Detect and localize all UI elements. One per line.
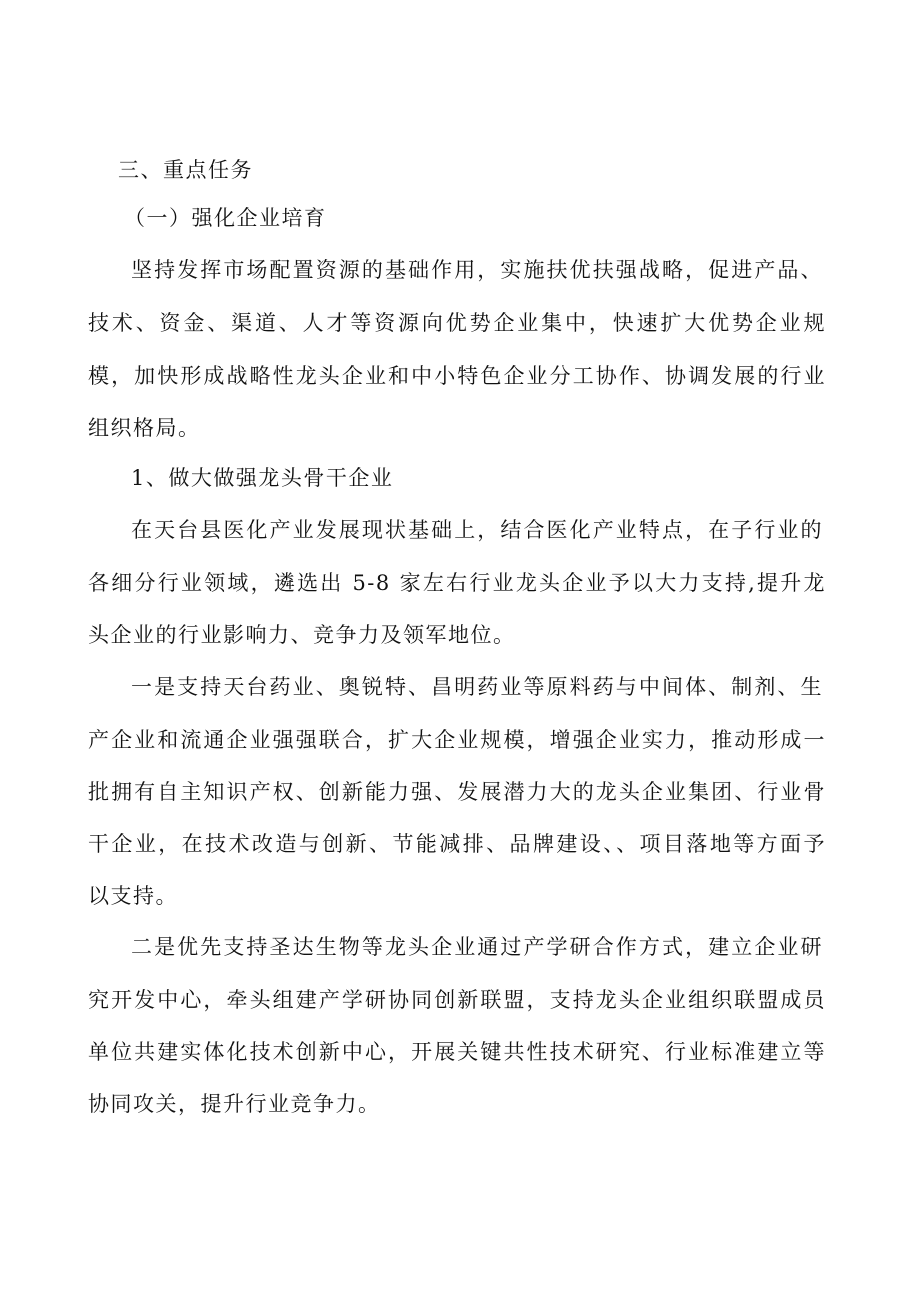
paragraph-line: 协同攻关，提升行业竞争力。 bbox=[88, 1092, 381, 1116]
section-heading: 三、重点任务 bbox=[118, 158, 253, 182]
paragraph-line: 二是优先支持圣达生物等龙头企业通过产学研合作方式，建立企业研 bbox=[131, 935, 823, 959]
paragraph-line: 技术、资金、渠道、人才等资源向优势企业集中，快速扩大优势企业规 bbox=[88, 311, 826, 335]
paragraph-line: 产企业和流通企业强强联合，扩大企业规模，增强企业实力，推动形成一 bbox=[88, 728, 826, 752]
item-heading: 1、做大做强龙头骨干企业 bbox=[131, 466, 394, 490]
paragraph-line: 各细分行业领域，遴选出 5-8 家左右行业龙头企业予以大力支持,提升龙 bbox=[88, 571, 826, 595]
paragraph-line: 单位共建实体化技术创新中心，开展关键共性技术研究、行业标准建立等 bbox=[88, 1040, 826, 1064]
paragraph-line: 干企业，在技术改造与创新、节能减排、品牌建设、、项目落地等方面予 bbox=[88, 832, 826, 856]
paragraph-line: 模，加快形成战略性龙头企业和中小特色企业分工协作、协调发展的行业 bbox=[88, 364, 826, 388]
paragraph-line: 坚持发挥市场配置资源的基础作用，实施扶优扶强战略，促进产品、 bbox=[131, 258, 823, 282]
paragraph-line: 批拥有自主知识产权、创新能力强、发展潜力大的龙头企业集团、行业骨 bbox=[88, 780, 826, 804]
paragraph-line: 一是支持天台药业、奥锐特、昌明药业等原料药与中间体、制剂、生 bbox=[131, 675, 823, 699]
subsection-heading: （一）强化企业培育 bbox=[124, 206, 327, 230]
paragraph-line: 以支持。 bbox=[88, 884, 178, 908]
paragraph-line: 究开发中心，牵头组建产学研协同创新联盟，支持龙头企业组织联盟成员 bbox=[88, 988, 826, 1012]
paragraph-line: 头企业的行业影响力、竞争力及领军地位。 bbox=[88, 623, 516, 647]
paragraph-line: 在天台县医化产业发展现状基础上，结合医化产业特点，在子行业的 bbox=[131, 518, 823, 542]
paragraph-line: 组织格局。 bbox=[88, 416, 201, 440]
